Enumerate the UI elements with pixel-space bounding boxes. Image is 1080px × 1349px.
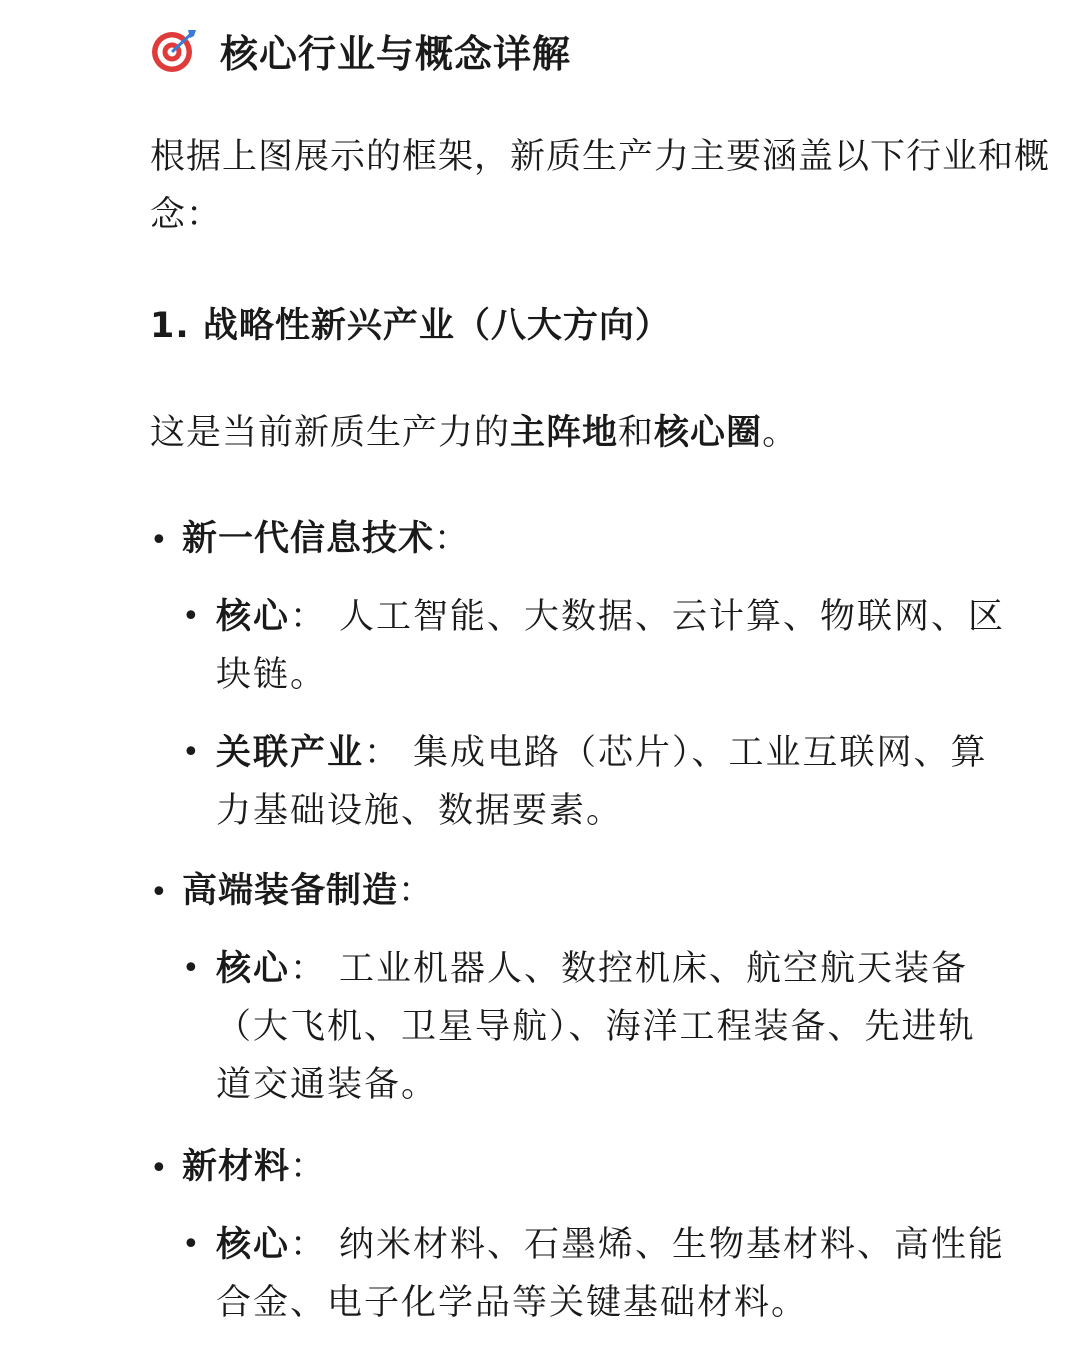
item-text: 工业机器人、数控机床、航空航天装备（大飞机、卫星导航）、海洋工程装备、先进轨道交通装备。 <box>216 949 976 1105</box>
emphasis-main-position: 主阵地 <box>510 413 619 453</box>
category-title: 新材料 <box>182 1147 291 1187</box>
bullet-icon: • <box>150 523 169 558</box>
item-label: 关联产业 <box>216 733 365 773</box>
list-item-category-it: • 新一代信息技术： <box>150 510 470 570</box>
item-label: 核心 <box>216 949 291 989</box>
item-text: 集成电路（芯片）、工业互联网、算力基础设施、数据要素。 <box>216 733 988 831</box>
item-label: 核心 <box>216 597 291 637</box>
section-heading <box>150 22 571 78</box>
section-1-description: 这是当前新质生产力的主阵地和核心圈。 <box>150 413 799 453</box>
emphasis-core-circle: 核心圈 <box>654 413 763 453</box>
category-title: 高端装备制造 <box>182 871 399 911</box>
list-item: • 核心： 纳米材料、石墨烯、生物基材料、高性能合金、电子化学品等关键基础材料。 <box>182 1216 1012 1332</box>
bullet-icon: • <box>182 735 202 770</box>
list-item: • 核心： 工业机器人、数控机床、航空航天装备（大飞机、卫星导航）、海洋工程装备、先进轨道交通装备。 <box>182 940 1012 1114</box>
item-text: 纳米材料、石墨烯、生物基材料、高性能合金、电子化学品等关键基础材料。 <box>216 1225 1006 1323</box>
list-item: • 核心： 人工智能、大数据、云计算、物联网、区块链。 <box>182 588 1012 704</box>
target-icon <box>150 26 198 74</box>
list-item: • 关联产业： 集成电路（芯片）、工业互联网、算力基础设施、数据要素。 <box>182 724 1012 840</box>
intro-paragraph: 根据上图展示的框架，新质生产力主要涵盖以下行业和概念： <box>150 137 1051 235</box>
heading-title: 核心行业与概念详解 <box>220 31 572 76</box>
section-1-title: 1. 战略性新兴产业（八大方向） <box>150 306 671 346</box>
bullet-icon: • <box>182 599 202 634</box>
list-item-category-materials: • 新材料： <box>150 1138 326 1198</box>
item-label: 核心 <box>216 1225 291 1265</box>
category-title: 新一代信息技术 <box>182 519 435 559</box>
list-item-category-equipment: • 高端装备制造： <box>150 862 434 922</box>
bullet-icon: • <box>182 1227 202 1262</box>
item-text: 人工智能、大数据、云计算、物联网、区块链。 <box>216 597 1006 695</box>
bullet-icon: • <box>150 1151 169 1186</box>
bullet-icon: • <box>150 875 169 910</box>
bullet-icon: • <box>182 951 202 986</box>
